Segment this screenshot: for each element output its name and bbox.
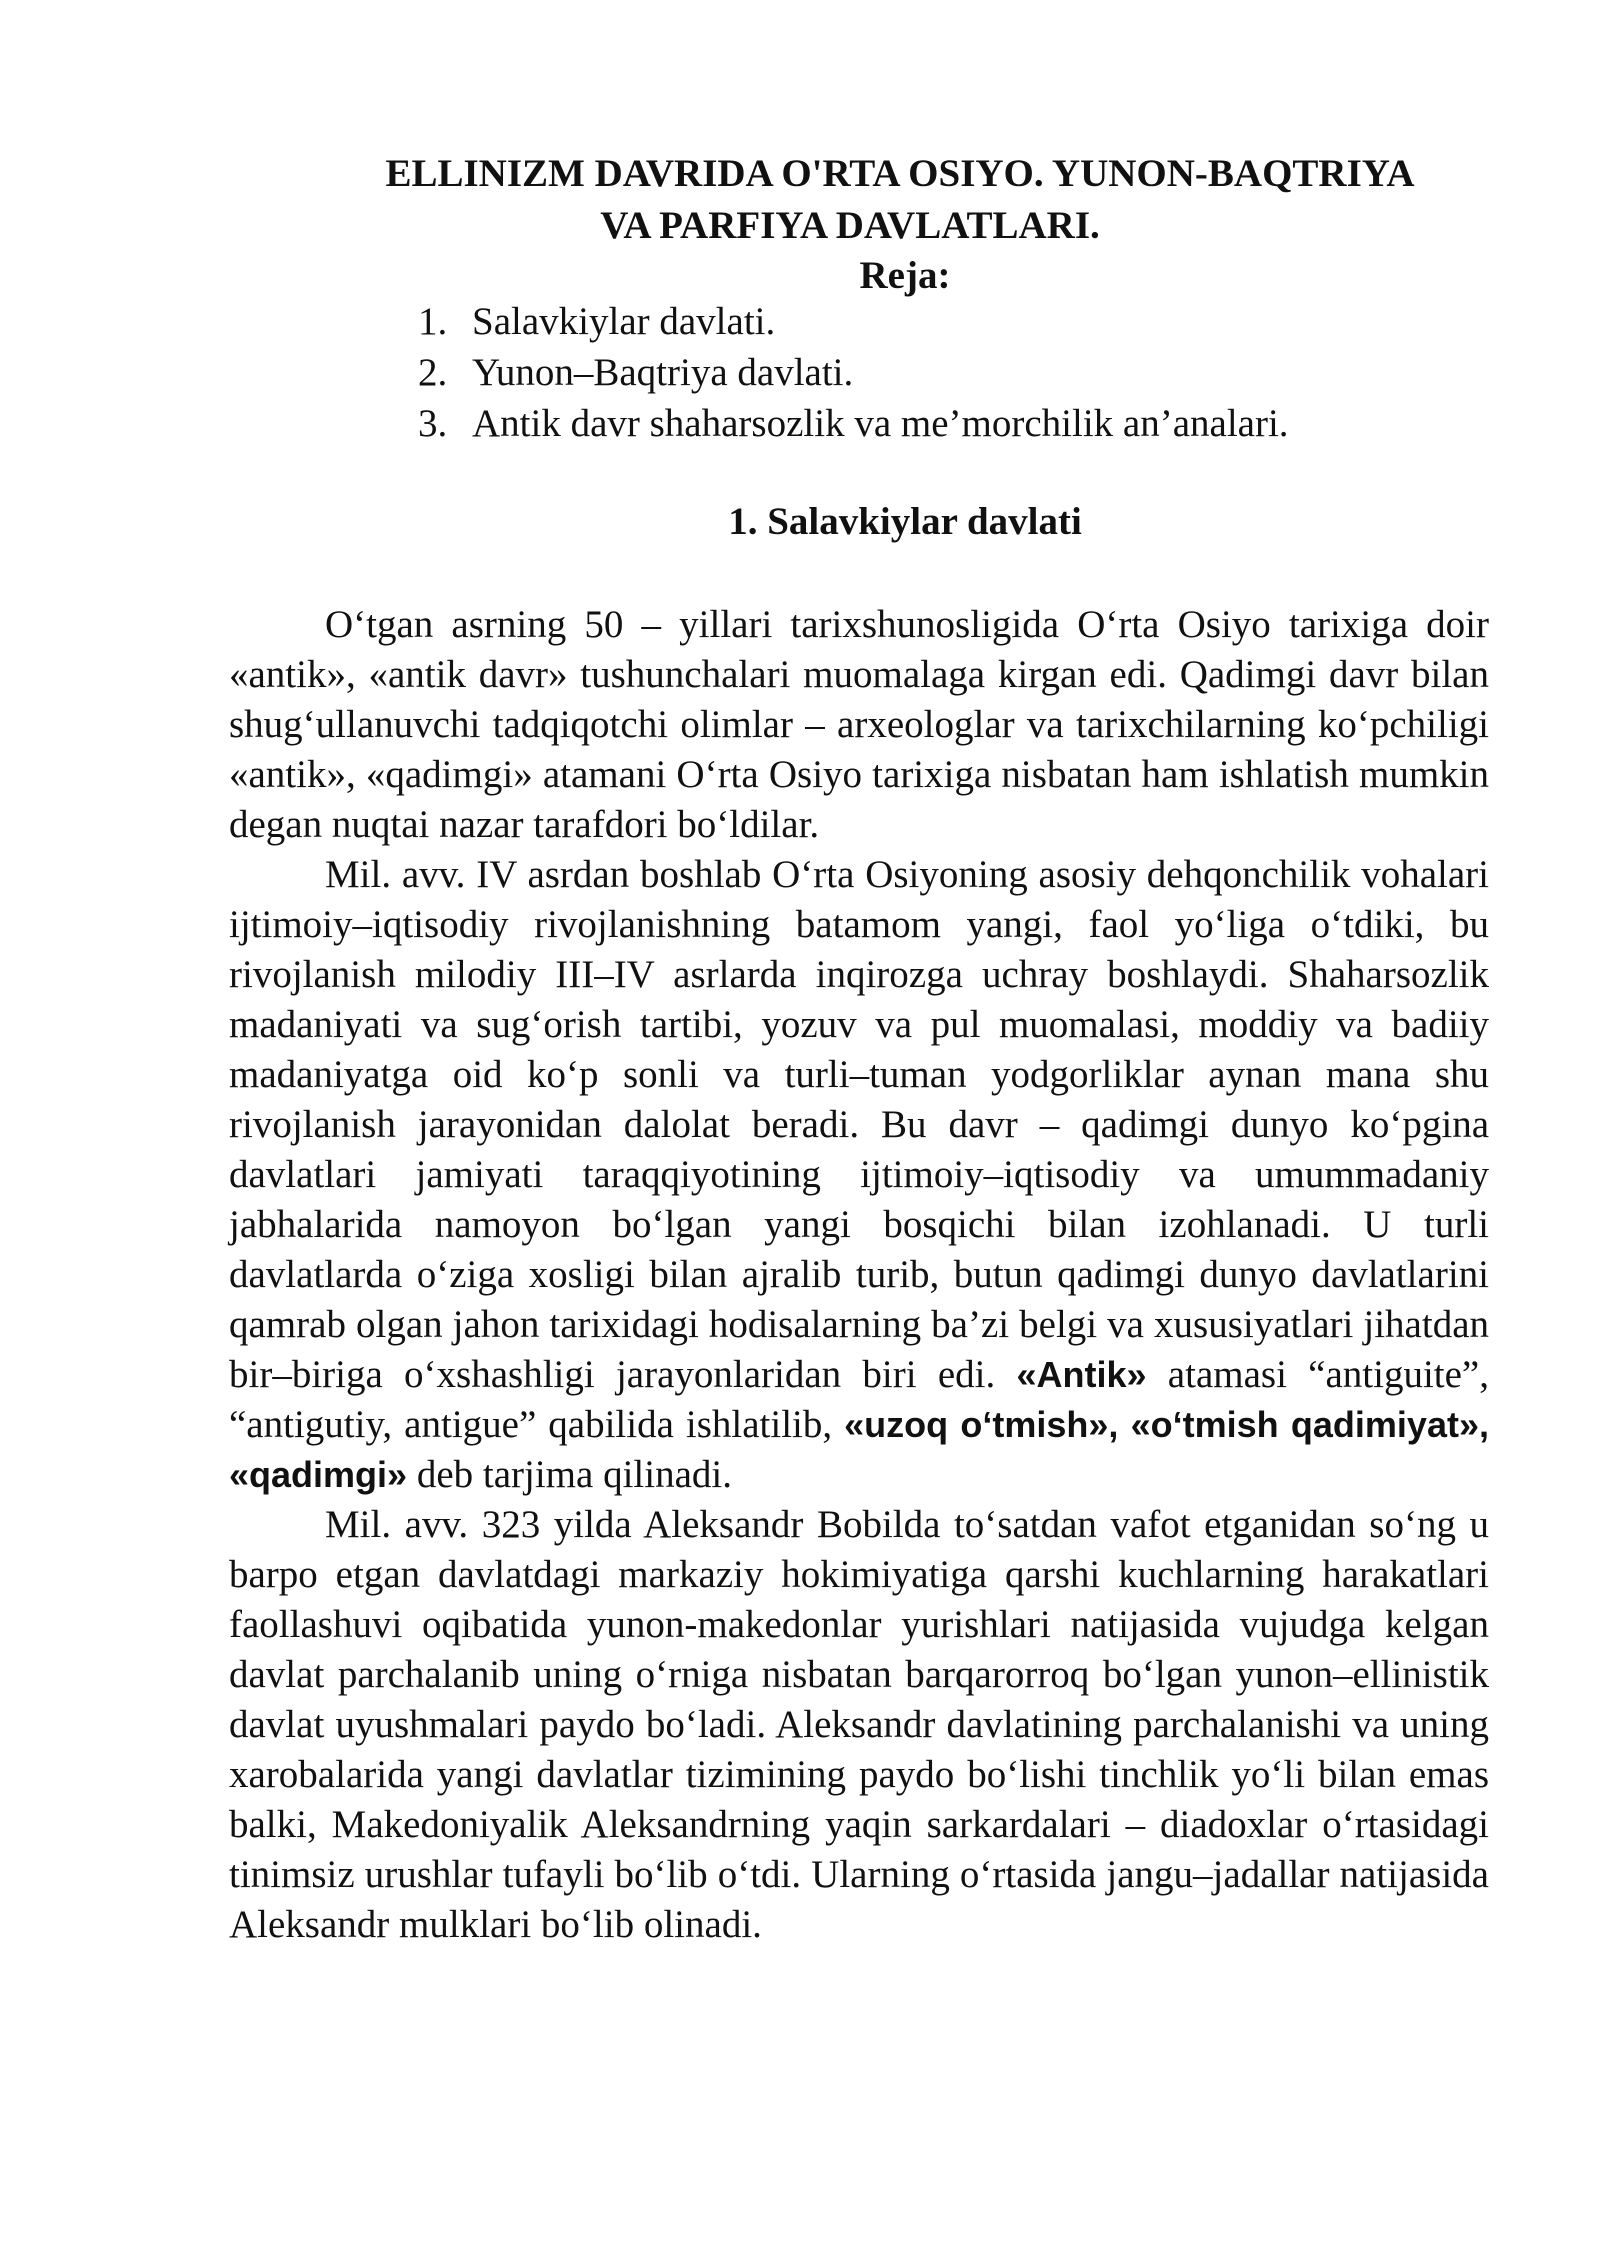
plan-item <box>418 347 1289 398</box>
plan-item-text: Salavkiylar davlati. <box>472 300 776 343</box>
plan-item-text: Antik davr shaharsozlik va me’morchilik an’analari. <box>472 402 1289 445</box>
plan-list <box>418 296 1289 449</box>
body-text <box>229 600 1489 1950</box>
plan-label: Reja: <box>859 254 951 297</box>
plan-item-text: Yunon–Baqtriya davlati. <box>472 351 854 394</box>
paragraph-2-text-c: deb tarjima qilinadi. <box>407 1453 732 1496</box>
term-translations: «uzoq o‘tmish», «o‘tmish qadimiyat», «qadimgi» <box>229 1404 1489 1495</box>
section-heading: 1. Salavkiylar davlati <box>728 500 1082 543</box>
paragraph-2-text-b: atamasi “antiguite”, “antigutiy, antigue” qabilida ishlatilib, <box>229 1353 1489 1446</box>
paragraph-2 <box>229 850 1489 1500</box>
plan-item <box>418 398 1289 449</box>
document-title-line-2: VA PARFIYA DAVLATLARI. <box>600 204 1100 247</box>
plan-item-number: 2. <box>418 351 448 394</box>
plan-item-number: 1. <box>418 300 448 343</box>
plan-item-number: 3. <box>418 402 448 445</box>
document-title-line-1: ELLINIZM DAVRIDA O'RTA OSIYO. YUNON-BAQTRIYA <box>385 152 1415 195</box>
plan-item <box>418 296 1289 347</box>
paragraph-2-text-a: Mil. avv. IV asrdan boshlab O‘rta Osiyoning asosiy dehqonchilik vohalari ijtimoiy–iqtisodiy rivojlanishning batamom yangi, faol yo‘liga o‘tdiki, bu rivojlanish milodiy III–IV asrlarda inqirozga uchray boshlaydi. Shaharsozlik madaniyati va sug‘orish tartibi, yozuv va pul muomalasi, moddiy va badiiy madaniyatga oid ko‘p sonli va turli–tuman yodgorliklar aynan mana shu rivojlanish jarayonidan dalolat beradi. Bu davr – qadimgi dunyo ko‘pgina davlatlari jamiyati taraqqiyotining ijtimoiy–iqtisodiy va umummadaniy jabhalarida namoyon bo‘lgan yangi bosqichi bilan izohlanadi. U turli davlatlarda o‘ziga xosligi bilan ajralib turib, butun qadimgi dunyo davlatlarini qamrab olgan jahon tarixidagi hodisalarning ba’zi belgi va xususiyatlari jihatdan bir–biriga o‘xshashligi jarayonlaridan biri edi. <box>229 853 1489 1396</box>
paragraph-1: O‘tgan asrning 50 – yillari tarixshunosligida O‘rta Osiyo tarixiga doir «antik», «antik davr» tushunchalari muomalaga kirgan edi. Qadimgi davr bilan shug‘ullanuvchi tadqiqotchi olimlar – arxeologlar va tarixchilarning ko‘pchiligi «antik», «qadimgi» atamani O‘rta Osiyo tarixiga nisbatan ham ishlatish mumkin degan nuqtai nazar tarafdori bo‘ldilar. <box>229 603 1489 846</box>
paragraph-3: Mil. avv. 323 yilda Aleksandr Bobilda to‘satdan vafot etganidan so‘ng u barpo etgan davlatdagi markaziy hokimiyatiga qarshi kuchlarning harakatlari faollashuvi oqibatida yunon-makedonlar yurishlari natijasida vujudga kelgan davlat parchalanib uning o‘rniga nisbatan barqarorroq bo‘lgan yunon–ellinistik davlat uyushmalari paydo bo‘ladi. Aleksandr davlatining parchalanishi va uning xarobalarida yangi davlatlar tizimining paydo bo‘lishi tinchlik yo‘li bilan emas balki, Makedoniyalik Aleksandrning yaqin sarkardalari – diadoxlar o‘rtasidagi tinimsiz urushlar tufayli bo‘lib o‘tdi. Ularning o‘rtasida jangu–jadallar natijasida Aleksandr mulklari bo‘lib olinadi. <box>229 1503 1489 1946</box>
term-antik: «Antik» <box>1016 1354 1147 1395</box>
